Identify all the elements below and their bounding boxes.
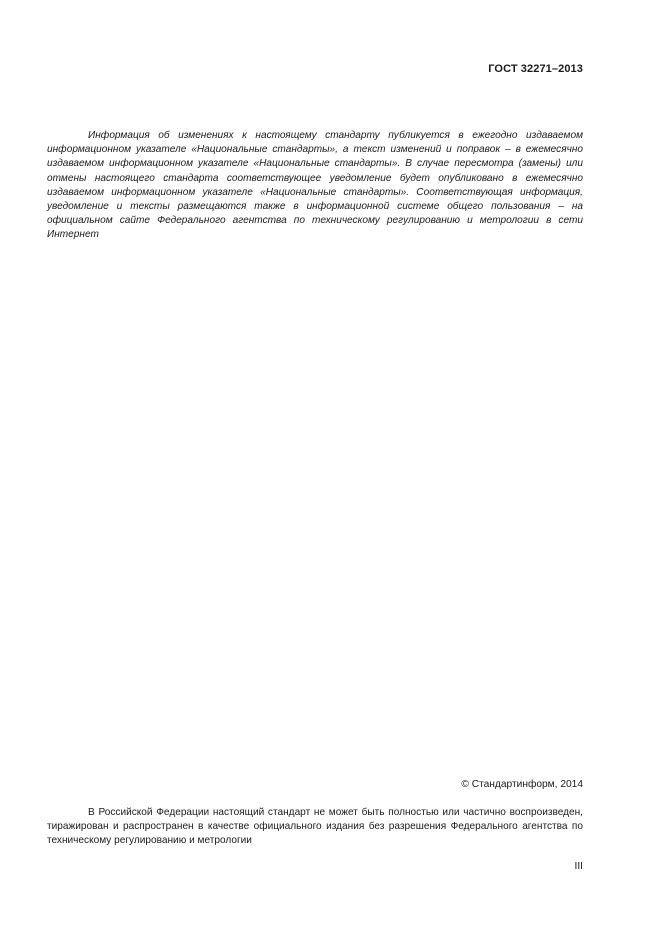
legal-notice: В Российской Федерации настоящий стандарт не может быть полностью или частично воспроизведен, тиражирован и распространен в качестве официального издания без разрешения Федерального агентства по техническому регулированию и метрологии xyxy=(47,807,583,847)
copyright-line: © Стандартинформ, 2014 xyxy=(461,779,583,790)
amendments-notice: Информация об изменениях к настоящему стандарту публикуется в ежегодно издаваемом информационном указателе «Национальные стандарты», а текст изменений и поправок – в ежемесячно издаваемом информационном указателе «Национальные стандарты». В случае пересмотра (замены) или отмены настоящего стандарта соответствующее уведомление будет опубликовано в ежемесячно издаваемом информационном указателе «Национальные стандарты». Соответствующая информация, уведомление и тексты размещаются также в информационной системе общего пользования – на официальном сайте Федерального агентства по техническому регулированию и метрологии в сети Интернет xyxy=(47,130,583,241)
page-number: III xyxy=(574,861,583,872)
standard-code: ГОСТ 32271–2013 xyxy=(488,63,583,75)
